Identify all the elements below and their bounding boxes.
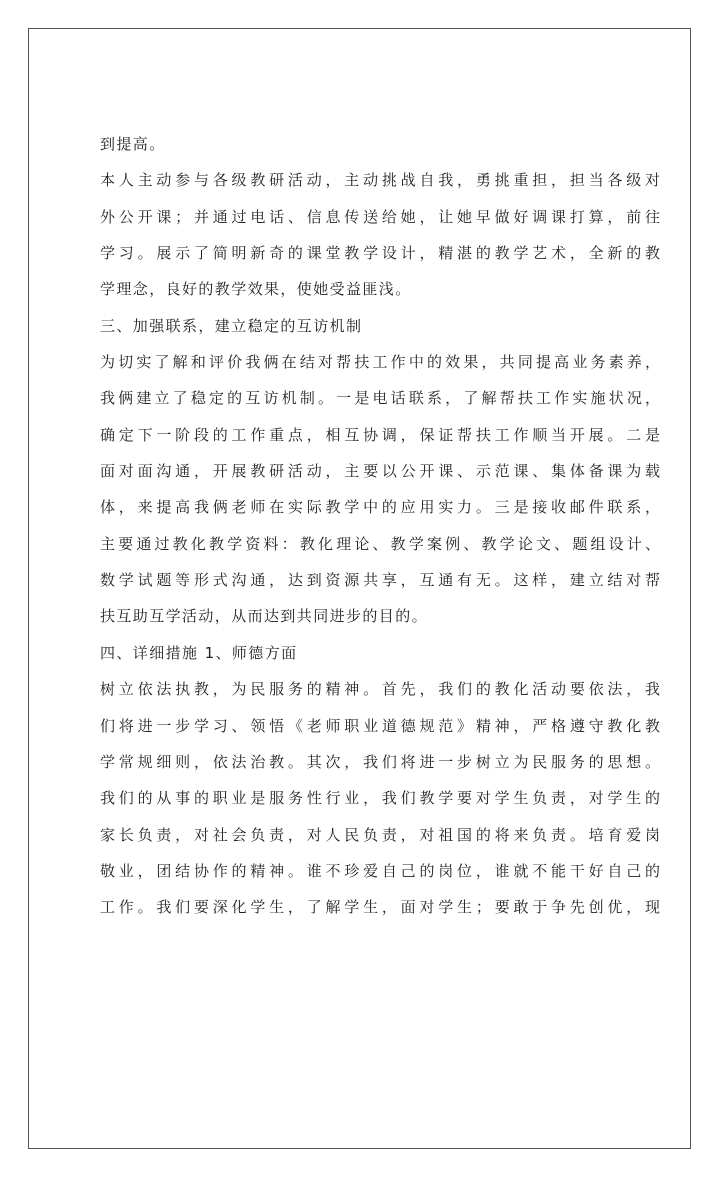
document-page [28, 28, 691, 1149]
text-line: 树立依法执教，为民服务的精神。首先，我们的教化活动要依法，我 [100, 680, 660, 699]
text-line: 我们的从事的职业是服务性行业，我们教学要对学生负责，对学生的 [100, 789, 660, 808]
text-line: 确定下一阶段的工作重点，相互协调，保证帮扶工作顺当开展。二是 [100, 425, 660, 444]
text-line: 学理念，良好的教学效果，使她受益匪浅。 [100, 280, 412, 299]
text-line: 外公开课；并通过电话、信息传送给她，让她早做好调课打算，前往 [100, 207, 660, 226]
text-line: 为切实了解和评价我俩在结对帮扶工作中的效果，共同提高业务素养， [100, 353, 660, 372]
text-line: 四、详细措施 1、师德方面 [100, 643, 298, 662]
text-line: 数学试题等形式沟通，达到资源共享，互通有无。这样，建立结对帮 [100, 571, 660, 590]
text-line: 扶互助互学活动，从而达到共同进步的目的。 [100, 607, 429, 626]
document-body [100, 126, 660, 926]
text-line: 到提高。 [100, 135, 166, 153]
text-line: 主要通过教化教学资料：教化理论、教学案例、教学论文、题组设计、 [100, 534, 660, 553]
text-line: 学习。展示了简明新奇的课堂教学设计，精湛的教学艺术，全新的教 [100, 244, 660, 263]
text-line: 本人主动参与各级教研活动，主动挑战自我，勇挑重担，担当各级对 [100, 171, 660, 190]
text-line: 敬业，团结协作的精神。谁不珍爱自己的岗位，谁就不能干好自己的 [100, 861, 660, 880]
text-line: 们将进一步学习、领悟《老师职业道德规范》精神，严格遵守教化教 [100, 716, 660, 735]
text-line: 体，来提高我俩老师在实际教学中的应用实力。三是接收邮件联系， [100, 498, 660, 517]
text-line: 工作。我们要深化学生，了解学生，面对学生；要敢于争先创优，现 [100, 898, 660, 917]
text-line: 面对面沟通，开展教研活动，主要以公开课、示范课、集体备课为载 [100, 462, 660, 481]
text-line: 学常规细则，依法治教。其次，我们将进一步树立为民服务的思想。 [100, 752, 660, 771]
text-line: 我俩建立了稳定的互访机制。一是电话联系，了解帮扶工作实施状况， [100, 389, 660, 408]
text-line: 三、加强联系，建立稳定的互访机制 [100, 316, 363, 335]
text-line: 家长负责，对社会负责，对人民负责，对祖国的将来负责。培育爱岗 [100, 825, 660, 844]
